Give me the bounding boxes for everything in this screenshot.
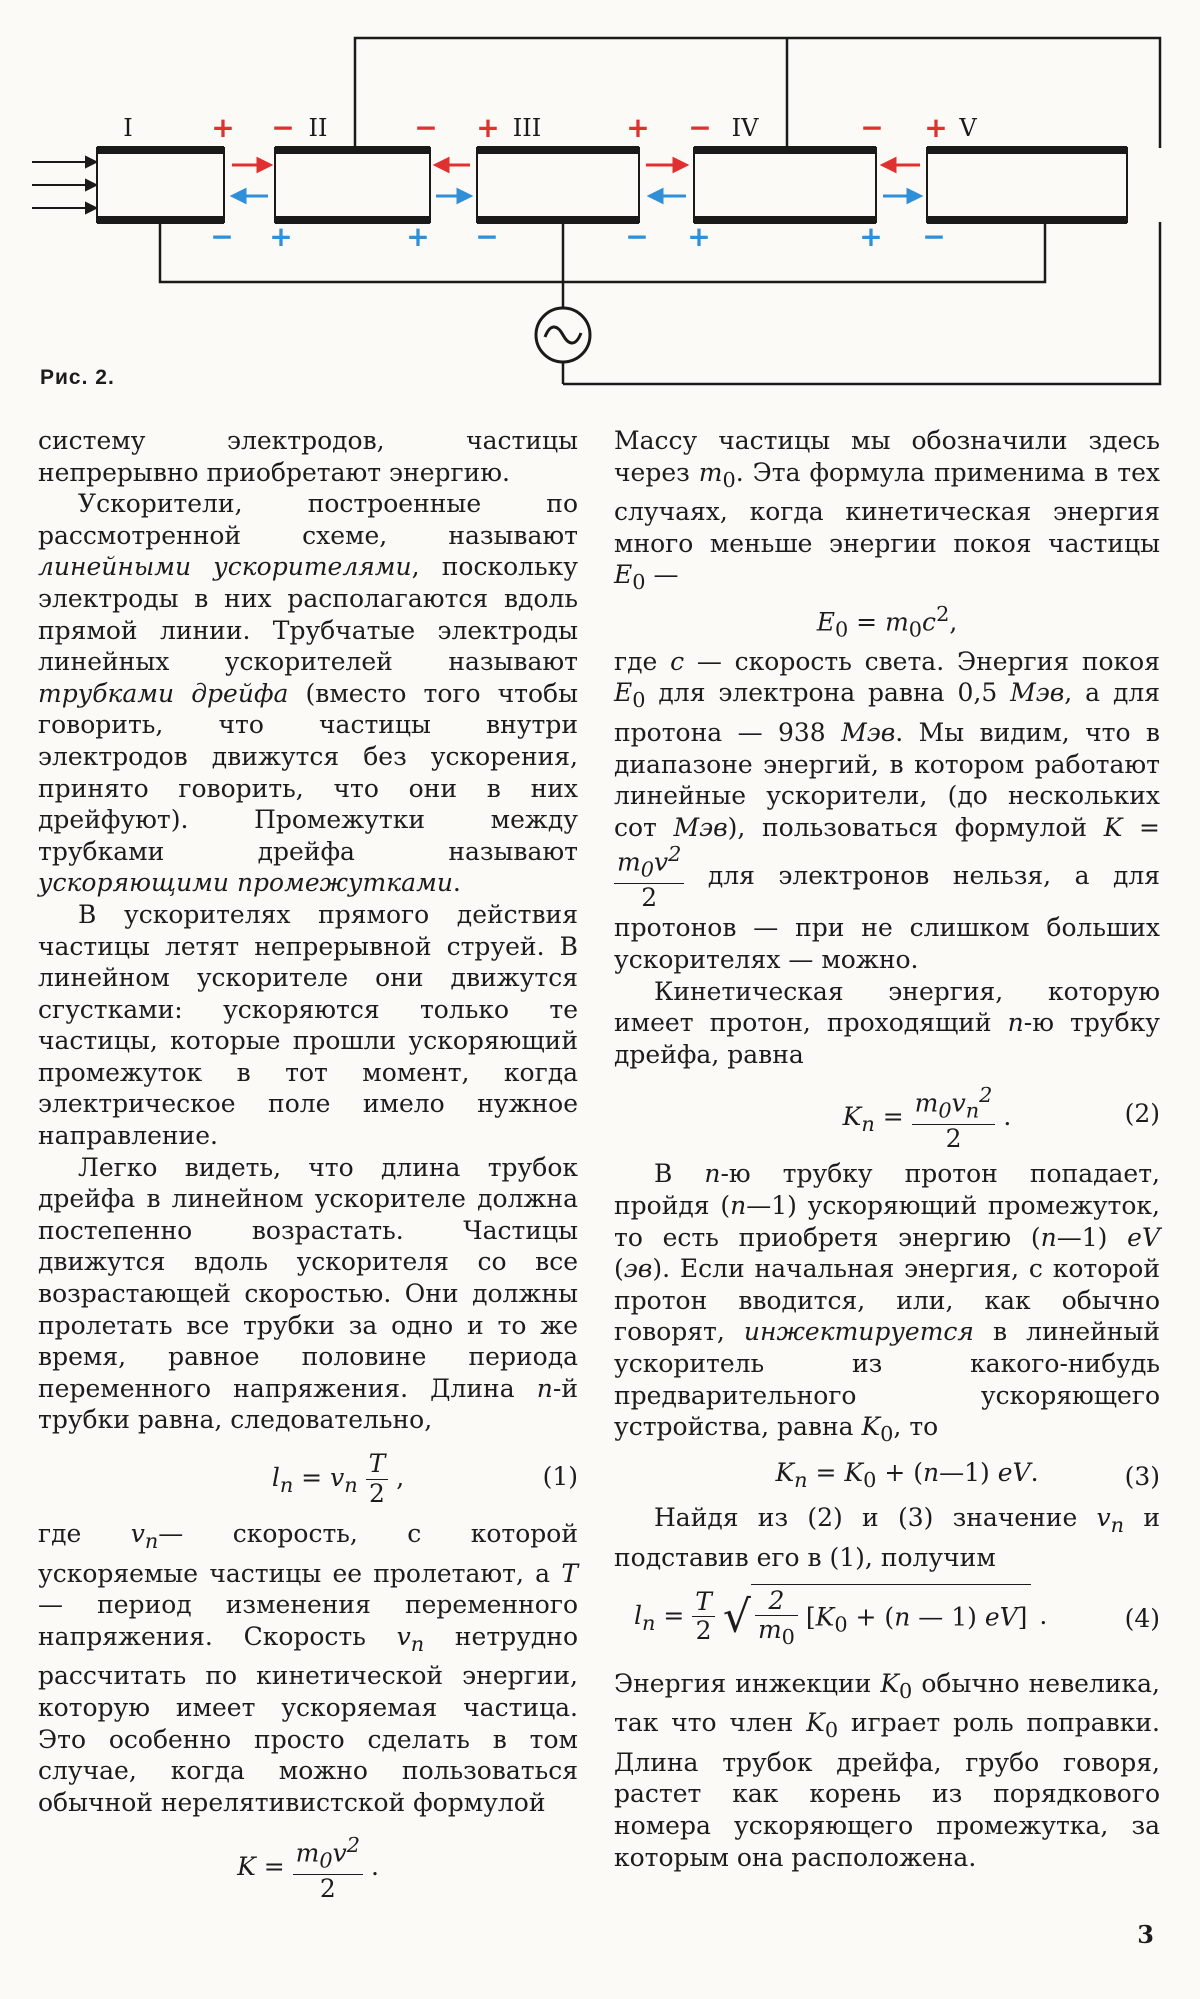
plus-mark: + xyxy=(269,220,293,253)
tube-label-5: V xyxy=(959,114,977,142)
tube-label-4: IV xyxy=(731,114,759,142)
equation-number: (2) xyxy=(1124,1099,1160,1129)
minus-mark: − xyxy=(625,220,649,253)
tube-label-1: I xyxy=(123,114,133,142)
minus-mark: − xyxy=(271,111,295,144)
term: линейными ускорителями xyxy=(38,552,412,582)
beam-arrows xyxy=(32,157,96,213)
drift-tube-2 xyxy=(275,148,430,222)
tube-label-3: III xyxy=(512,114,542,142)
plus-mark: + xyxy=(476,111,500,144)
drift-tube-3 xyxy=(477,148,639,222)
paragraph: Легко видеть, что длина трубок дрейфа в линейном ускорителе должна постепенно возрастать. Частицы движутся вдоль ускорителя со все возрастающей скоростью. Они должны пролетать все трубки за одно и то же время, равное половине периода переменного напряжения. Длина n-й трубки равна, следовательно, xyxy=(38,1152,578,1435)
drift-tubes xyxy=(97,148,1127,222)
paragraph: где c — скорость света. Энергия покоя $E_0$ для электрона равна 0,5 Мэв, а для протона — 938 Мэв. Мы видим, что в диапазоне энергий, в котором работают линейные ускорители, (до нескольких сот Мэв), пользоваться формулой K = $\frac{m_0v^2}{2}$ для электронов нельзя, а для протонов — при не слишком больших ускорителях — можно. xyxy=(614,646,1161,975)
equation-number: (1) xyxy=(542,1462,578,1492)
plus-mark: + xyxy=(687,220,711,253)
paragraph: В n-ю трубку протон попадает, пройдя (n—1) ускоряющий промежуток, то есть приобретя энергию (n—1) eV (эв). Если начальная энергия, с которой протон вводится, или, как обычно говорят, инжектируется в линейный ускоритель из какого-нибудь предварительного ускоряющего устройства, равна $K_0$, то xyxy=(614,1159,1161,1447)
equation-number: (4) xyxy=(1124,1603,1160,1633)
paragraph: Энергия инжекции $K_0$ обычно невелика, так что член $K_0$ играет роль поправки. Длина трубок дрейфа, грубо говоря, растет как корень из порядкового номера ускоряющего промежутка, за которым она расположена. xyxy=(614,1668,1160,1872)
minus-mark: − xyxy=(860,111,884,144)
ac-generator-icon xyxy=(536,308,590,362)
paragraph: В ускорителях прямого действия частицы летят непрерывной струей. В линейном ускорителе они движутся сгустками: ускоряются только те частицы, которые прошли ускоряющий промежуток в тот момент, когда электрическое поле имело нужное направление. xyxy=(38,899,578,1151)
minus-mark: − xyxy=(414,111,438,144)
equation-1: $l_n = v_n$ $\frac{T}{2}$ , (1) xyxy=(271,1449,578,1508)
left-column xyxy=(38,425,578,1917)
minus-mark: − xyxy=(475,220,499,253)
accelerator-diagram xyxy=(0,0,1200,400)
plus-mark: + xyxy=(859,220,883,253)
minus-mark: − xyxy=(688,111,712,144)
paragraph: Кинетическая энергия, которую имеет протон, проходящий n-ю трубку дрейфа, равна xyxy=(614,976,1160,1069)
rest-energy-formula: $E_0 = m_0c^2$, xyxy=(816,601,958,642)
equation-4: $l_n$ = $\frac{T}{2}$ √ $\frac{2}{m_0}$ [$K_0 + (n$ — 1) eV] . (4) xyxy=(634,1585,1160,1650)
figure-caption: Рис. 2. xyxy=(40,366,115,389)
plus-mark: + xyxy=(626,111,650,144)
plus-mark: + xyxy=(211,111,235,144)
plus-mark: + xyxy=(406,220,430,253)
kinetic-energy-formula: K = $\frac{m_0v^2}{2}$ . xyxy=(237,1833,379,1903)
tube-labels xyxy=(123,114,977,142)
equation-number: (3) xyxy=(1124,1461,1160,1491)
minus-mark: − xyxy=(922,220,946,253)
paragraph: Массу частицы мы обозначили здесь через $m_0$. Эта формула применима в тех случаях, когда кинетическая энергия много меньше энергии покоя частицы $E_0$ — xyxy=(614,426,1160,595)
tube-label-2: II xyxy=(308,114,328,142)
plus-mark: + xyxy=(924,111,948,144)
paragraph: Найдя из (2) и (3) значение $v_n$ и подставив его в (1), получим xyxy=(614,1503,1160,1572)
page-number: 3 xyxy=(1137,1920,1154,1949)
drift-tube-5 xyxy=(927,148,1127,222)
minus-mark: − xyxy=(210,220,234,253)
right-column xyxy=(614,425,1160,1873)
paragraph: где $v_n—$ скорость, с которой ускоряемые частицы ее пролетают, а T — период изменения переменного напряжения. Скорость $v_n$ нетрудно рассчитать по кинетической энергии, которую имеет ускоряемая частица. Это особенно просто сделать в том случае, когда можно пользоваться обычной нерелятивистской формулой xyxy=(38,1519,578,1817)
drift-tube-4 xyxy=(694,148,876,222)
equation-3: $K_n = K_0$ + (n—1) eV. (3) xyxy=(775,1457,1160,1492)
term: ускоряющими промежутками xyxy=(38,868,453,898)
equation-2: $K_n$ = $\frac{m_0v_n^2}{2}$ . (2) xyxy=(842,1083,1160,1153)
paragraph: Ускорители, построенные по рассмотренной схеме, называют линейными ускорителями, поскольку электроды в них располагаются вдоль прямой линии. Трубчатые электроды линейных ускорителей называют трубками дрейфа (вместо того чтобы говорить, что частицы внутри электродов движутся без ускорения, принято говорить, что они в них дрейфуют). Промежутки между трубками дрейфа называют ускоряющими промежутками. xyxy=(38,489,579,898)
term: трубками дрейфа xyxy=(38,678,289,708)
drift-tube-1 xyxy=(97,148,224,222)
paragraph: систему электродов, частицы непрерывно приобретают энергию. xyxy=(38,426,578,487)
